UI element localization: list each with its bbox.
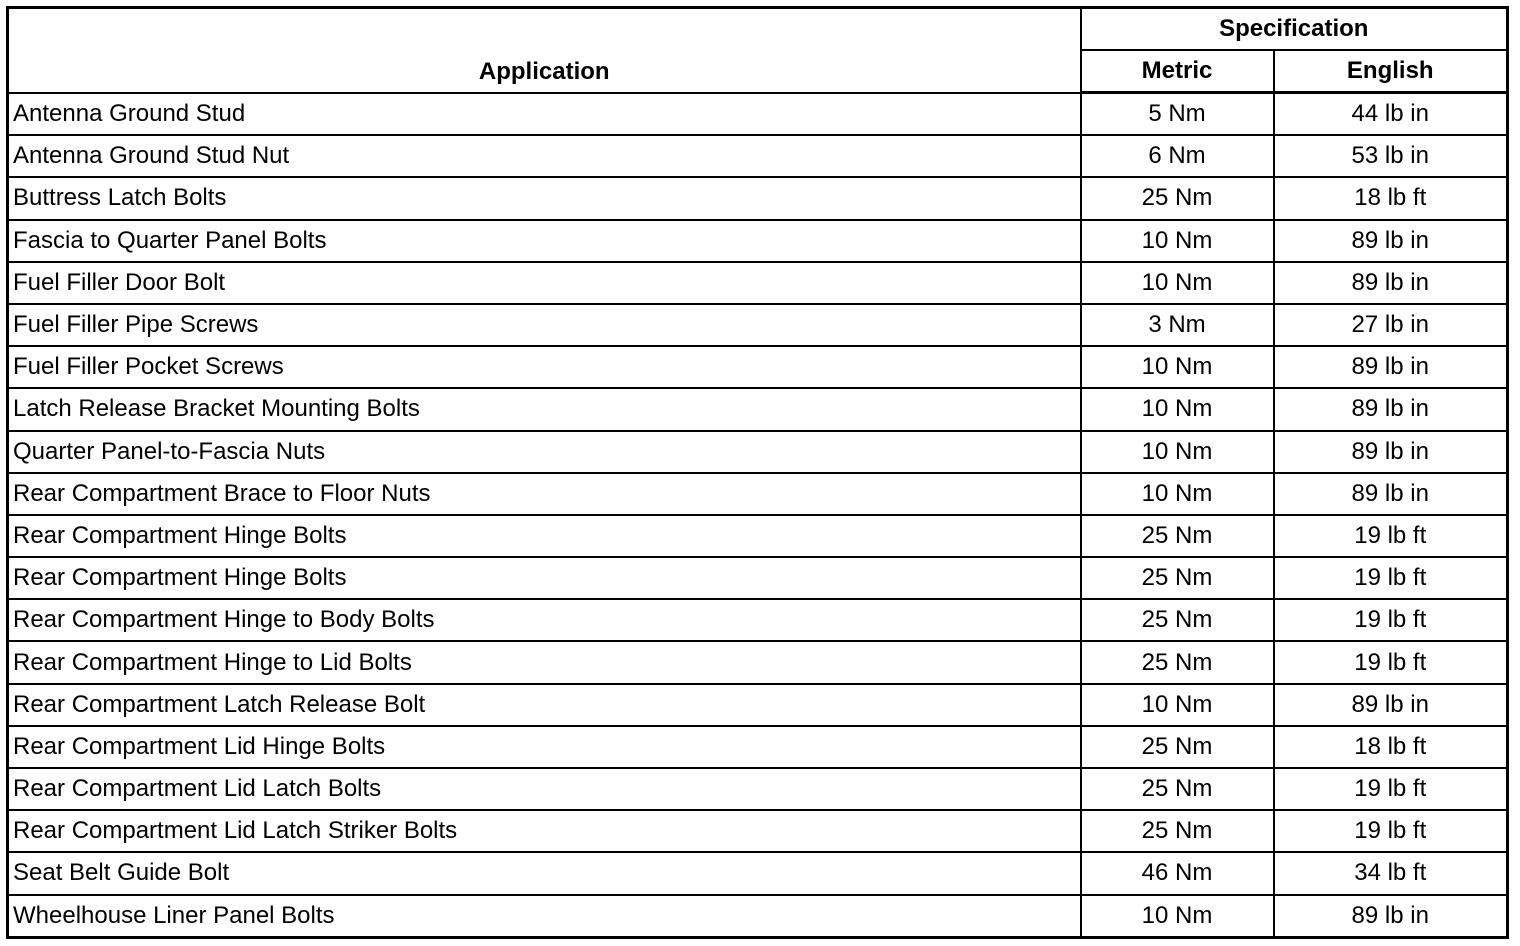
metric-cell: 46 Nm [1081, 852, 1274, 894]
application-cell: Quarter Panel-to-Fascia Nuts [8, 431, 1081, 473]
english-cell: 34 lb ft [1274, 852, 1508, 894]
application-cell: Seat Belt Guide Bolt [8, 852, 1081, 894]
application-cell: Latch Release Bracket Mounting Bolts [8, 388, 1081, 430]
english-column-header: English [1274, 50, 1508, 93]
metric-cell: 25 Nm [1081, 599, 1274, 641]
table-row [8, 852, 1508, 894]
english-cell: 19 lb ft [1274, 768, 1508, 810]
fastener-specification-table [6, 6, 1509, 939]
metric-cell: 10 Nm [1081, 262, 1274, 304]
english-cell: 89 lb in [1274, 895, 1508, 938]
metric-cell: 10 Nm [1081, 388, 1274, 430]
metric-cell: 6 Nm [1081, 135, 1274, 177]
table-row [8, 388, 1508, 430]
table-row [8, 304, 1508, 346]
application-cell: Fascia to Quarter Panel Bolts [8, 220, 1081, 262]
english-cell: 44 lb in [1274, 93, 1508, 136]
metric-cell: 25 Nm [1081, 177, 1274, 219]
english-cell: 89 lb in [1274, 262, 1508, 304]
english-cell: 89 lb in [1274, 346, 1508, 388]
metric-cell: 10 Nm [1081, 473, 1274, 515]
table-row [8, 262, 1508, 304]
application-cell: Rear Compartment Latch Release Bolt [8, 684, 1081, 726]
metric-cell: 25 Nm [1081, 557, 1274, 599]
english-cell: 19 lb ft [1274, 599, 1508, 641]
table-row [8, 726, 1508, 768]
english-cell: 27 lb in [1274, 304, 1508, 346]
application-cell: Rear Compartment Hinge Bolts [8, 557, 1081, 599]
metric-cell: 10 Nm [1081, 346, 1274, 388]
english-cell: 53 lb in [1274, 135, 1508, 177]
english-cell: 19 lb ft [1274, 641, 1508, 683]
table-row [8, 473, 1508, 515]
application-cell: Buttress Latch Bolts [8, 177, 1081, 219]
english-cell: 18 lb ft [1274, 177, 1508, 219]
metric-cell: 3 Nm [1081, 304, 1274, 346]
table-row [8, 515, 1508, 557]
table-row [8, 93, 1508, 136]
application-cell: Rear Compartment Hinge Bolts [8, 515, 1081, 557]
english-cell: 89 lb in [1274, 220, 1508, 262]
application-cell: Rear Compartment Lid Latch Bolts [8, 768, 1081, 810]
metric-cell: 10 Nm [1081, 684, 1274, 726]
table-row [8, 346, 1508, 388]
table-row [8, 895, 1508, 938]
metric-column-header: Metric [1081, 50, 1274, 93]
application-cell: Rear Compartment Lid Latch Striker Bolts [8, 810, 1081, 852]
table-row [8, 557, 1508, 599]
table-row [8, 177, 1508, 219]
application-cell: Antenna Ground Stud Nut [8, 135, 1081, 177]
metric-cell: 10 Nm [1081, 431, 1274, 473]
english-cell: 19 lb ft [1274, 810, 1508, 852]
metric-cell: 25 Nm [1081, 515, 1274, 557]
metric-cell: 10 Nm [1081, 895, 1274, 938]
table-row [8, 599, 1508, 641]
table-row [8, 220, 1508, 262]
table-row [8, 135, 1508, 177]
metric-cell: 10 Nm [1081, 220, 1274, 262]
metric-cell: 25 Nm [1081, 810, 1274, 852]
english-cell: 89 lb in [1274, 473, 1508, 515]
application-cell: Fuel Filler Pipe Screws [8, 304, 1081, 346]
table-row [8, 768, 1508, 810]
metric-cell: 25 Nm [1081, 641, 1274, 683]
metric-cell: 25 Nm [1081, 726, 1274, 768]
metric-cell: 5 Nm [1081, 93, 1274, 136]
table-row [8, 810, 1508, 852]
specification-column-header: Specification [1081, 8, 1508, 51]
application-cell: Rear Compartment Lid Hinge Bolts [8, 726, 1081, 768]
application-cell: Fuel Filler Door Bolt [8, 262, 1081, 304]
application-column-header: Application [8, 8, 1081, 93]
english-cell: 18 lb ft [1274, 726, 1508, 768]
english-cell: 89 lb in [1274, 431, 1508, 473]
application-cell: Wheelhouse Liner Panel Bolts [8, 895, 1081, 938]
table-row [8, 684, 1508, 726]
english-cell: 19 lb ft [1274, 515, 1508, 557]
table-header [8, 8, 1508, 93]
application-cell: Rear Compartment Brace to Floor Nuts [8, 473, 1081, 515]
english-cell: 89 lb in [1274, 684, 1508, 726]
application-cell: Antenna Ground Stud [8, 93, 1081, 136]
table-body [8, 93, 1508, 938]
table-row [8, 431, 1508, 473]
application-cell: Fuel Filler Pocket Screws [8, 346, 1081, 388]
table-row [8, 641, 1508, 683]
application-cell: Rear Compartment Hinge to Lid Bolts [8, 641, 1081, 683]
english-cell: 19 lb ft [1274, 557, 1508, 599]
english-cell: 89 lb in [1274, 388, 1508, 430]
application-cell: Rear Compartment Hinge to Body Bolts [8, 599, 1081, 641]
metric-cell: 25 Nm [1081, 768, 1274, 810]
header-row-1 [8, 8, 1508, 51]
